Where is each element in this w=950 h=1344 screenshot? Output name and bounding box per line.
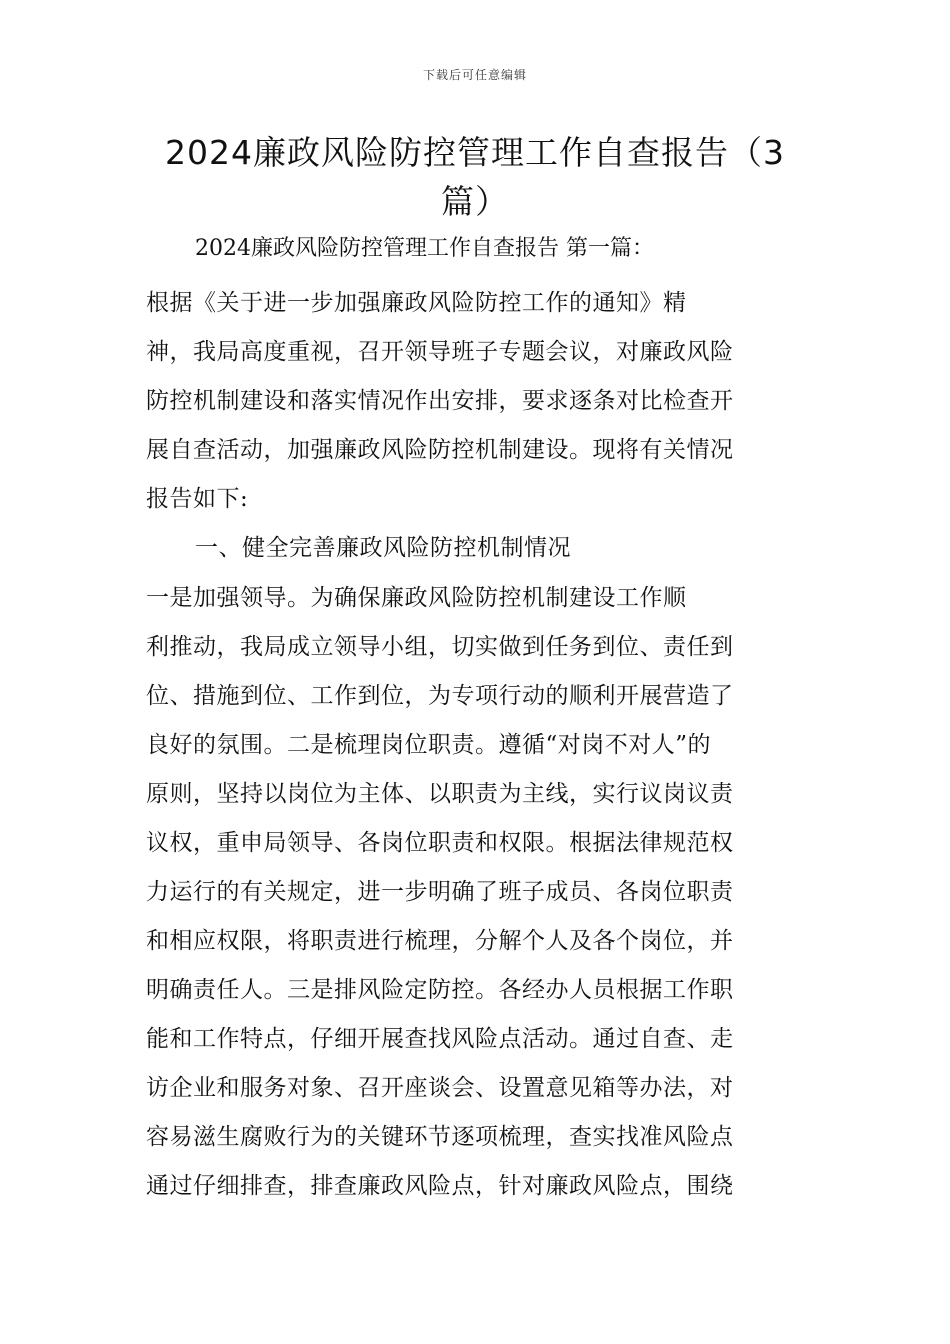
- text-line: 防控机制建设和落实情况作出安排，要求逐条对比检查开: [146, 388, 734, 414]
- text-line: 和相应权限，将职责进行梳理，分解个人及各个岗位，并: [146, 928, 734, 954]
- text-line: 根据《关于进一步加强廉政风险防控工作的通知》精: [146, 290, 687, 316]
- text-line: 良好的氛围。二是梳理岗位职责。遵循“对岗不对人”的: [146, 732, 712, 758]
- text-line: 通过仔细排查，排查廉政风险点，针对廉政风险点，围绕: [146, 1173, 734, 1199]
- text-line: 容易滋生腐败行为的关键环节逐项梳理，查实找准风险点: [146, 1124, 734, 1150]
- section-heading-text: 一、健全完善廉政风险防控机制情况: [195, 535, 571, 561]
- paragraph-intro: [146, 279, 806, 524]
- text-line: 议权，重申局领导、各岗位职责和权限。根据法律规范权: [146, 830, 734, 856]
- text-line: 能和工作特点，仔细开展查找风险点活动。通过自查、走: [146, 1026, 734, 1052]
- title-line-1: 2024廉政风险防控管理工作自查报告（3: [165, 133, 785, 172]
- text-line: 位、措施到位、工作到位，为专项行动的顺利开展营造了: [146, 683, 734, 709]
- section-subtitle: 2024廉政风险防控管理工作自查报告 第一篇：: [195, 236, 654, 261]
- text-line: 展自查活动，加强廉政风险防控机制建设。现将有关情况: [146, 437, 734, 463]
- section-heading: [195, 524, 855, 573]
- document-title: [140, 128, 810, 226]
- header-note: 下载后可任意编辑: [422, 68, 527, 82]
- text-line: 利推动，我局成立领导小组，切实做到任务到位、责任到: [146, 634, 734, 660]
- title-line-2: 篇）: [441, 182, 509, 221]
- text-line: 访企业和服务对象、召开座谈会、设置意见箱等办法，对: [146, 1075, 734, 1101]
- text-line: 神，我局高度重视，召开领导班子专题会议，对廉政风险: [146, 339, 734, 365]
- text-line: 力运行的有关规定，进一步明确了班子成员、各岗位职责: [146, 879, 734, 905]
- text-line: 原则，坚持以岗位为主体、以职责为主线，实行议岗议责: [146, 781, 734, 807]
- text-line: 明确责任人。三是排风险定防控。各经办人员根据工作职: [146, 977, 734, 1003]
- text-line: 一是加强领导。为确保廉政风险防控机制建设工作顺: [146, 585, 687, 611]
- text-line: 报告如下:: [146, 486, 249, 512]
- paragraph-mechanism: [146, 574, 806, 1211]
